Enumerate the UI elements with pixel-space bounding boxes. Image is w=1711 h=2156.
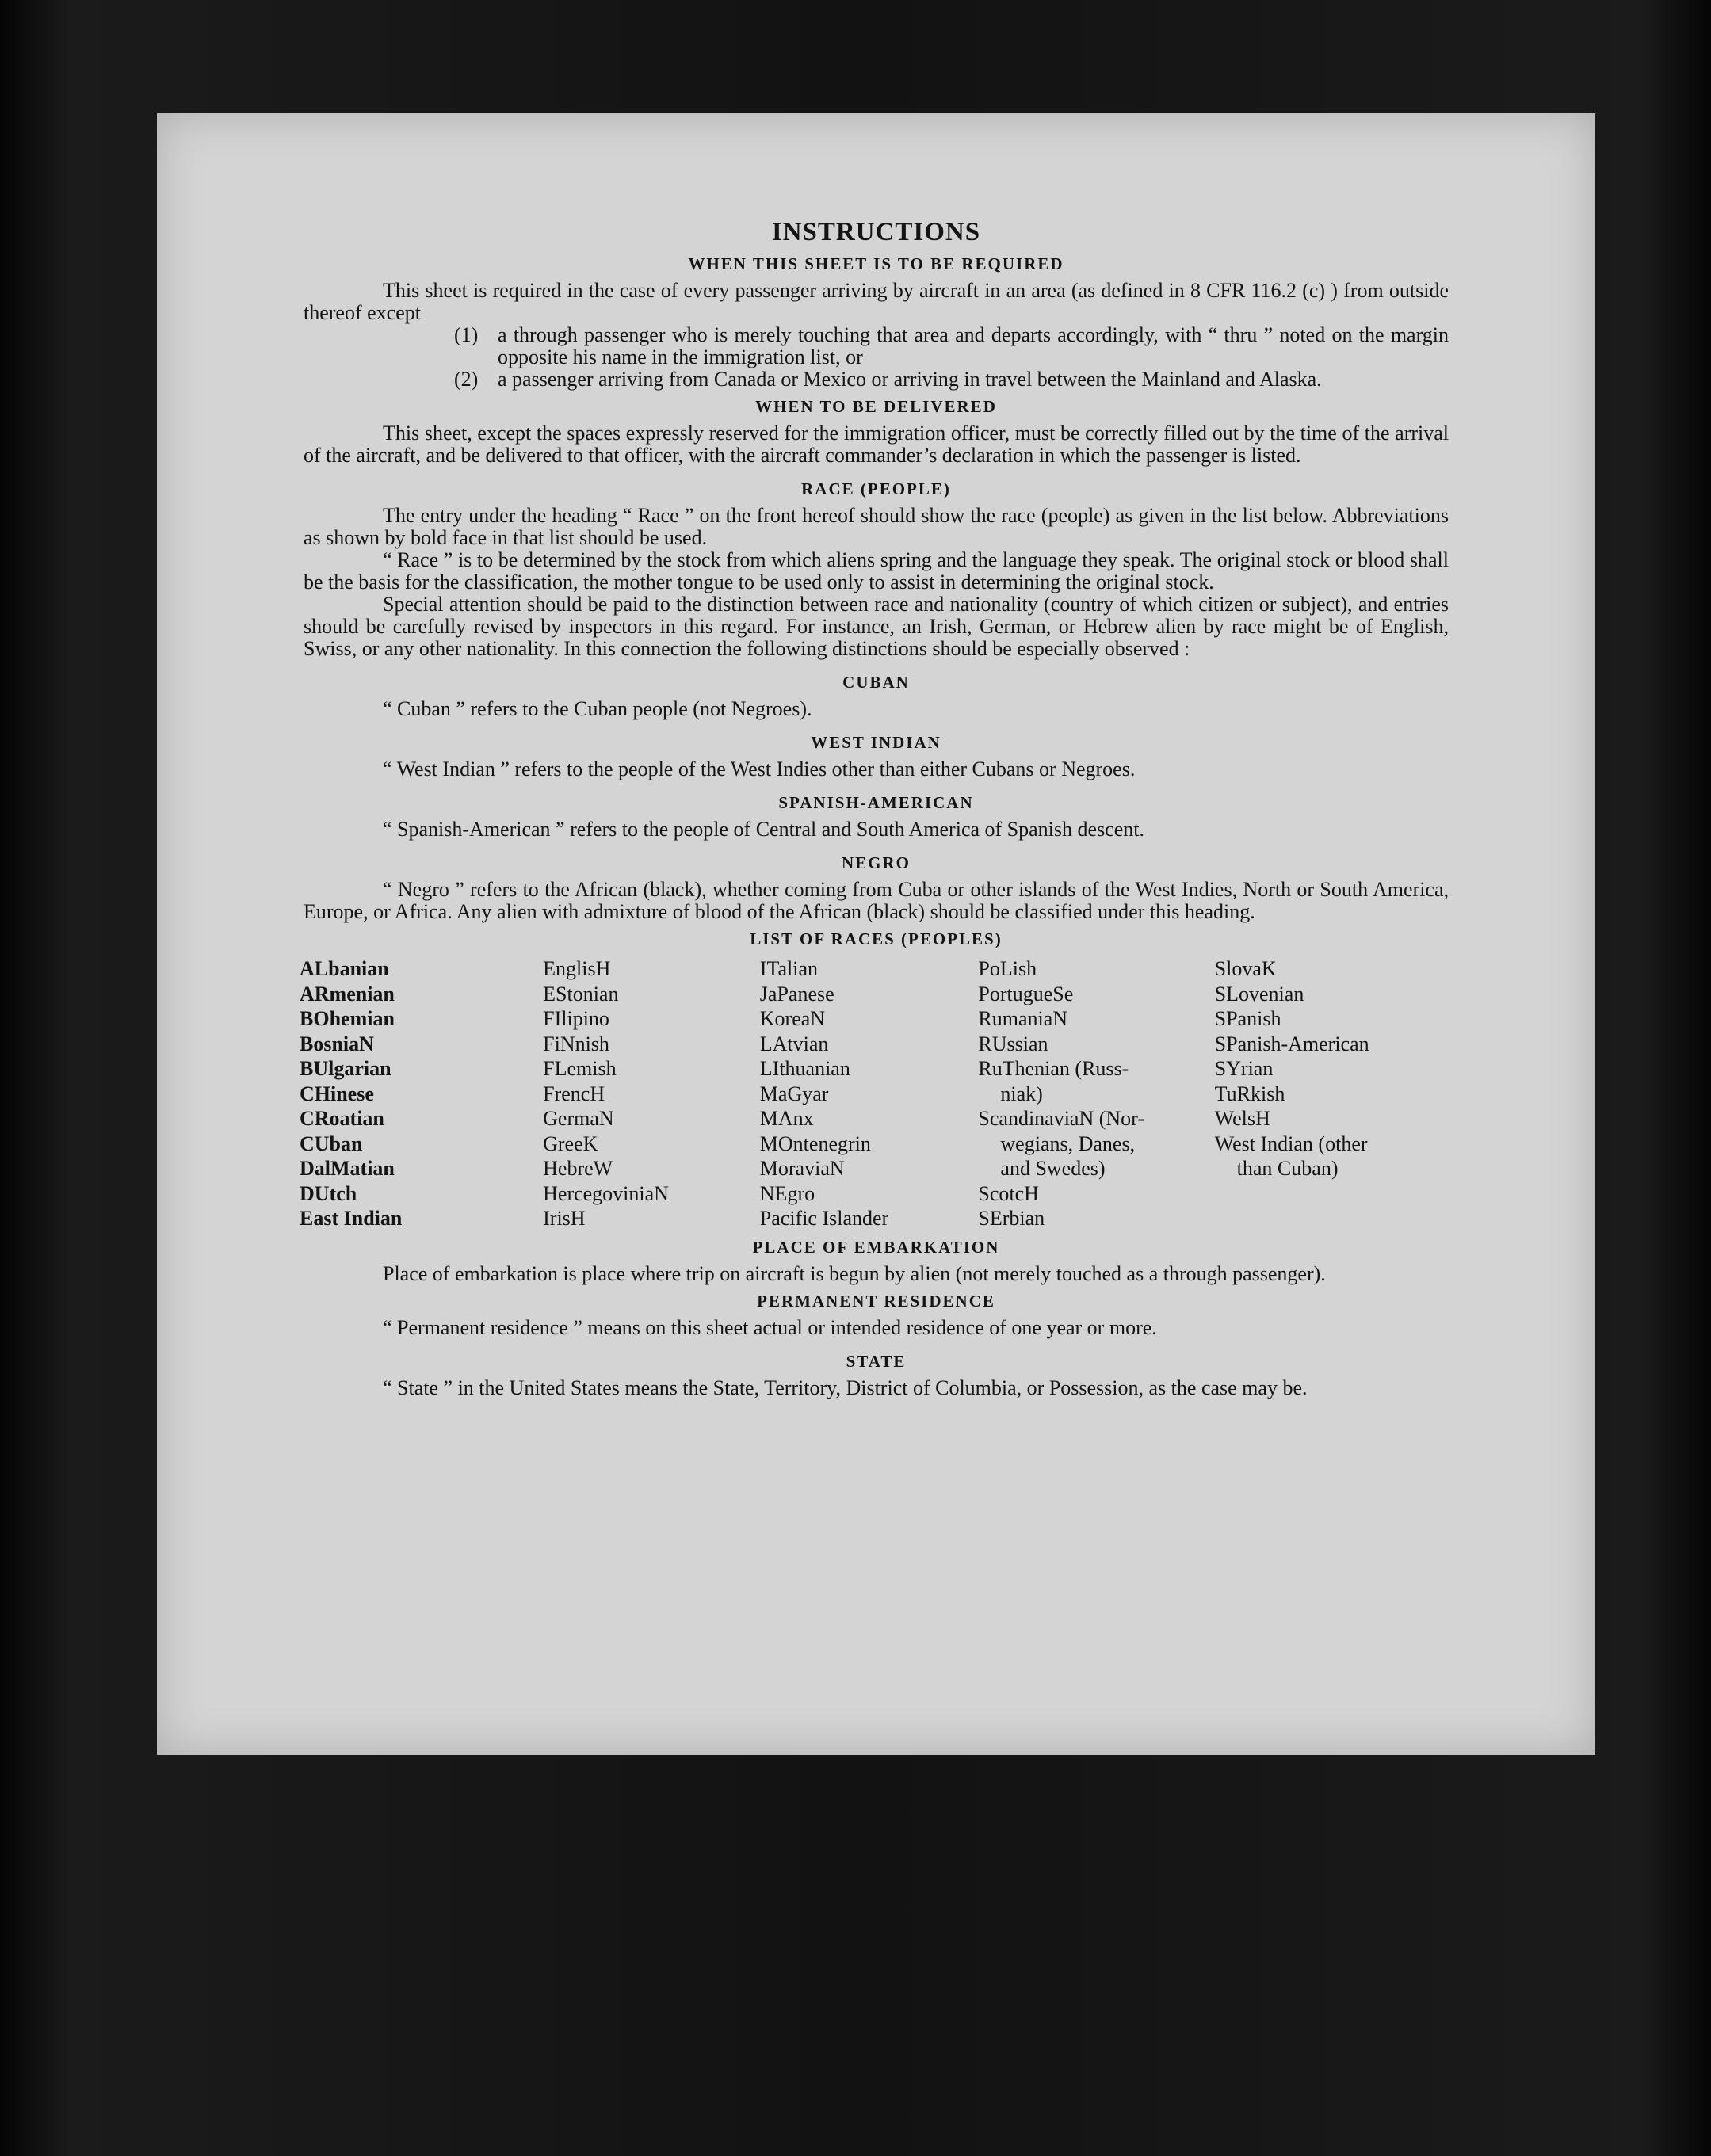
race-entry: FLemish: [543, 1057, 617, 1080]
exception-item: [304, 324, 1449, 368]
exception-number: (1): [454, 323, 479, 346]
race-column: [1215, 956, 1449, 1231]
race-entry: MOntenegrin: [759, 1131, 871, 1155]
race-entry: RUssian: [978, 1032, 1048, 1055]
embarkation-text: Place of embarkation is place where trip on aircraft is begun by alien (not merely touched as a through passenger).: [383, 1261, 1326, 1285]
race-entry: ScotcH: [978, 1181, 1039, 1205]
race-entry: BUlgarian: [300, 1057, 391, 1080]
race-entry: HercegoviniaN: [543, 1181, 669, 1205]
race-entry: ALbanian: [300, 957, 389, 980]
race-column: [300, 956, 543, 1231]
race-entry: NEgro: [759, 1181, 815, 1205]
heading-list-of-races: LIST OF RACES (PEOPLES): [750, 929, 1003, 948]
race-entry: LAtvian: [759, 1032, 829, 1055]
race-entry: ARmenian: [300, 982, 395, 1005]
race-entry: RumaniaN: [978, 1007, 1068, 1030]
heading-when-required: WHEN THIS SHEET IS TO BE REQUIRED: [688, 254, 1064, 273]
race-paragraph: “ Race ” is to be determined by the stock from which aliens spring and the language they speak. The original stock or blood shall be the basis for the classification, the mother tongue to be used only to assist in determining the original stock.: [304, 548, 1449, 593]
heading-permanent-residence: PERMANENT RESIDENCE: [757, 1291, 995, 1311]
race-entry: than Cuban): [1236, 1157, 1339, 1180]
heading-west-indian: WEST INDIAN: [811, 733, 941, 752]
heading-when-delivered: WHEN TO BE DELIVERED: [755, 397, 997, 416]
heading-negro: NEGRO: [841, 853, 911, 872]
race-entry: PortugueSe: [978, 982, 1074, 1005]
race-entry: DUtch: [300, 1181, 357, 1205]
negro-text: “ Negro ” refers to the African (black), whether coming from Cuba or other islands of the West Indies, North or South America, Europe, or Africa. Any alien with admixture of blood of the African (black) should be classified under this heading.: [304, 878, 1449, 923]
race-entry: IrisH: [543, 1207, 586, 1230]
exception-number: (2): [454, 368, 479, 391]
race-entry: wegians, Danes,: [1000, 1131, 1136, 1155]
race-entry: HebreW: [543, 1157, 613, 1180]
race-entry: ITalian: [759, 957, 819, 980]
race-column: [978, 956, 1214, 1231]
race-paragraph: Special attention should be paid to the distinction between race and nationality (country of which citizen or subject), and entries should be carefully revised by inspectors in this regard. For instance, an Irish, German, or Hebrew alien by race might be of English, Swiss, or any other nationality. In this connection the following distinctions should be especially observed :: [304, 593, 1449, 660]
permanent-residence-text: “ Permanent residence ” means on this sheet actual or intended residence of one year or more.: [383, 1315, 1157, 1339]
race-entry: SPanish: [1214, 1007, 1281, 1030]
race-column: [760, 956, 979, 1231]
race-column: [543, 956, 760, 1231]
exception-item: [304, 368, 1449, 391]
heading-race: RACE (PEOPLE): [801, 479, 951, 498]
race-entry: RuThenian (Russ-: [978, 1057, 1129, 1080]
race-entry: FiNnish: [543, 1032, 609, 1055]
race-entry: BOhemian: [300, 1007, 395, 1030]
race-entry: FIlipino: [543, 1007, 609, 1030]
race-entry: niak): [1000, 1082, 1043, 1105]
race-entry: MoraviaN: [759, 1157, 845, 1180]
spanish-american-text: “ Spanish-American ” refers to the people of Central and South America of Spanish descent.: [383, 818, 1144, 841]
race-entry: CHinese: [300, 1082, 374, 1105]
instructions-content: [300, 216, 1449, 1399]
race-entry: LIthuanian: [759, 1057, 850, 1080]
state-text: “ State ” in the United States means the State, Territory, District of Columbia, or Possession, as the case may be.: [383, 1376, 1308, 1399]
race-entry: East Indian: [300, 1207, 403, 1230]
race-entry: MaGyar: [759, 1082, 829, 1105]
race-entry: KoreaN: [759, 1007, 826, 1030]
when-delivered-text: This sheet, except the spaces expressly reserved for the immigration officer, must be correctly filled out by the time of the arrival of the aircraft, and be delivered to that officer, with the aircraft commander’s declaration in which the passenger is listed.: [304, 422, 1449, 467]
race-list: [300, 956, 1449, 1231]
race-entry: Pacific Islander: [759, 1207, 889, 1230]
race-entry: EStonian: [543, 982, 619, 1005]
race-entry: and Swedes): [1000, 1157, 1106, 1180]
race-entry: EnglisH: [543, 957, 611, 980]
race-entry: MAnx: [759, 1107, 814, 1130]
race-entry: TuRkish: [1214, 1082, 1285, 1105]
race-entry: FrencH: [543, 1082, 605, 1105]
cuban-text: “ Cuban ” refers to the Cuban people (not Negroes).: [383, 697, 812, 720]
race-entry: GermaN: [543, 1107, 614, 1130]
heading-cuban: CUBAN: [842, 673, 910, 692]
race-entry: SYrian: [1214, 1057, 1274, 1080]
race-entry: SErbian: [978, 1207, 1045, 1230]
race-entry: CUban: [300, 1131, 363, 1155]
document-sheet: [157, 113, 1595, 1755]
race-entry: ScandinaviaN (Nor-: [978, 1107, 1144, 1130]
race-entry: GreeK: [543, 1131, 598, 1155]
race-entry: West Indian (other: [1214, 1131, 1368, 1155]
race-entry: SlovaK: [1214, 957, 1277, 980]
race-entry: DalMatian: [300, 1157, 395, 1180]
heading-state: STATE: [846, 1351, 907, 1371]
heading-spanish-american: SPANISH-AMERICAN: [778, 793, 974, 812]
race-paragraph: The entry under the heading “ Race ” on the front hereof should show the race (people) as given in the list below. Abbreviations as shown by bold face in that list should be used.: [304, 504, 1449, 549]
page-title: INSTRUCTIONS: [771, 218, 981, 246]
exception-text: a through passenger who is merely touching that area and departs accordingly, with “ thru ” noted on the margin opposite his name in the immigration list, or: [498, 323, 1449, 368]
race-entry: JaPanese: [759, 982, 834, 1005]
race-entry: PoLish: [978, 957, 1037, 980]
exception-text: a passenger arriving from Canada or Mexico or arriving in travel between the Mainland and Alaska.: [498, 368, 1322, 391]
race-entry: SLovenian: [1214, 982, 1304, 1005]
heading-embarkation: PLACE OF EMBARKATION: [752, 1237, 1000, 1257]
race-entry: WelsH: [1214, 1107, 1270, 1130]
when-required-intro: This sheet is required in the case of every passenger arriving by aircraft in an area (as defined in 8 CFR 116.2 (c) ) from outside thereof except: [304, 279, 1449, 324]
race-entry: SPanish-American: [1214, 1032, 1369, 1055]
west-indian-text: “ West Indian ” refers to the people of the West Indies other than either Cubans or Negroes.: [383, 757, 1136, 780]
race-entry: CRoatian: [300, 1107, 384, 1130]
race-entry: BosniaN: [300, 1032, 374, 1055]
